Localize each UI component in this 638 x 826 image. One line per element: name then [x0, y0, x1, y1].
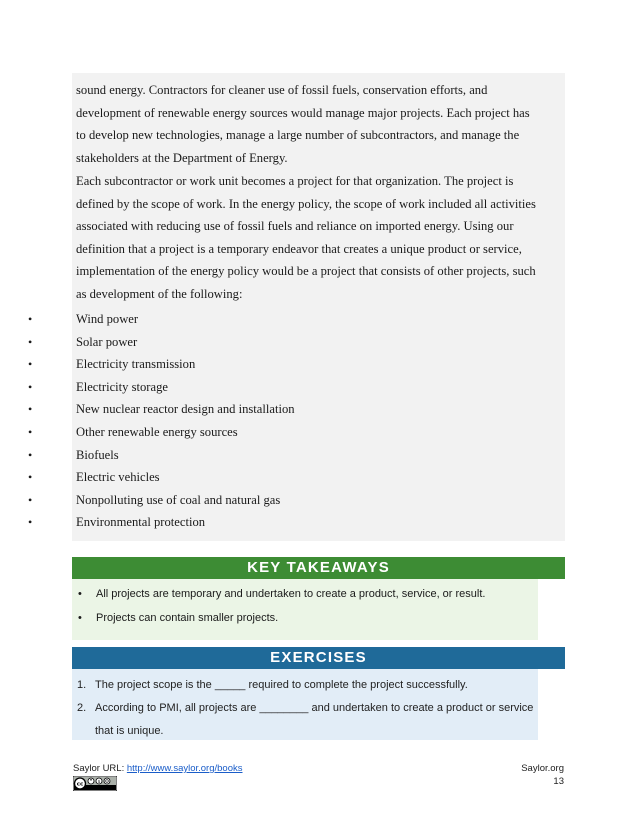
bullet-icon: • — [28, 515, 33, 530]
paragraph-2 — [76, 170, 566, 306]
item-number: 1. — [77, 679, 87, 691]
list-item: • Electric vehicles — [0, 466, 600, 489]
list-item: • Environmental protection — [0, 511, 600, 534]
text-line: as development of the following: — [76, 286, 243, 301]
svg-text:cc: cc — [76, 781, 84, 788]
list-item: 1. The project scope is the _____ required to complete the project successfully. — [72, 674, 535, 697]
cc-by-nc-sa-icon — [73, 776, 117, 791]
list-item: • Projects can contain smaller projects. — [72, 606, 485, 630]
bullet-icon: • — [28, 402, 33, 417]
text-line: associated with reducing use of fossil fuels and reliance on imported energy. Using our — [76, 219, 514, 234]
bullet-icon: • — [28, 357, 33, 372]
item-number: 2. — [77, 702, 87, 714]
bullet-icon: • — [28, 492, 33, 507]
list-item: • All projects are temporary and undertaken to create a product, service, or result. — [72, 582, 485, 606]
bullet-icon: • — [28, 470, 33, 485]
text-line: sound energy. Contractors for cleaner use of fossil fuels, conservation efforts, and — [76, 83, 488, 97]
bullet-icon: • — [78, 588, 82, 600]
key-takeaways-list — [72, 582, 485, 630]
text-line: development of renewable energy sources would manage major projects. Each project has — [76, 105, 530, 120]
text-line: to develop new technologies, manage a large number of subcontractors, and manage the — [76, 128, 520, 143]
exercises-list — [72, 674, 535, 743]
list-item: • Electricity transmission — [0, 353, 600, 376]
footer-url: Saylor URL: http://www.saylor.org/books — [73, 763, 243, 774]
footer-site: Saylor.org — [521, 763, 564, 774]
bullet-icon: • — [28, 312, 33, 326]
bullet-icon: • — [28, 379, 33, 394]
bullet-icon: • — [28, 334, 33, 349]
saylor-books-link[interactable]: http://www.saylor.org/books — [126, 763, 243, 774]
bullet-icon: • — [28, 447, 33, 462]
text-line: defined by the scope of work. In the energy policy, the scope of work included all activities — [76, 196, 536, 211]
bullet-icon: • — [78, 612, 82, 624]
energy-bullet-list — [0, 308, 600, 534]
exercises-header: EXERCISES — [72, 647, 565, 669]
list-item: • New nuclear reactor design and installation — [0, 398, 600, 421]
text-line: Each subcontractor or work unit becomes a project for that organization. The project is — [76, 174, 514, 188]
svg-text:$: $ — [97, 778, 101, 784]
list-item: • Nonpolluting use of coal and natural gas — [0, 489, 600, 512]
key-takeaways-header: KEY TAKEAWAYS — [72, 557, 565, 579]
text-line: implementation of the energy policy would be a project that consists of other projects, such — [76, 264, 536, 279]
text-line: stakeholders at the Department of Energy. — [76, 150, 288, 165]
list-item: • Wind power — [0, 308, 600, 331]
bullet-icon: • — [28, 424, 33, 439]
list-item: • Other renewable energy sources — [0, 421, 600, 444]
list-item: • Electricity storage — [0, 376, 600, 399]
text-line: definition that a project is a temporary endeavor that creates a unique product or service, — [76, 241, 522, 256]
list-item: • Biofuels — [0, 444, 600, 467]
page-number: 13 — [553, 776, 564, 787]
paragraph-1 — [76, 79, 566, 169]
list-item: 2. According to PMI, all projects are ________ and undertaken to create a product or service that is unique. — [72, 697, 535, 743]
list-item: • Solar power — [0, 331, 600, 354]
